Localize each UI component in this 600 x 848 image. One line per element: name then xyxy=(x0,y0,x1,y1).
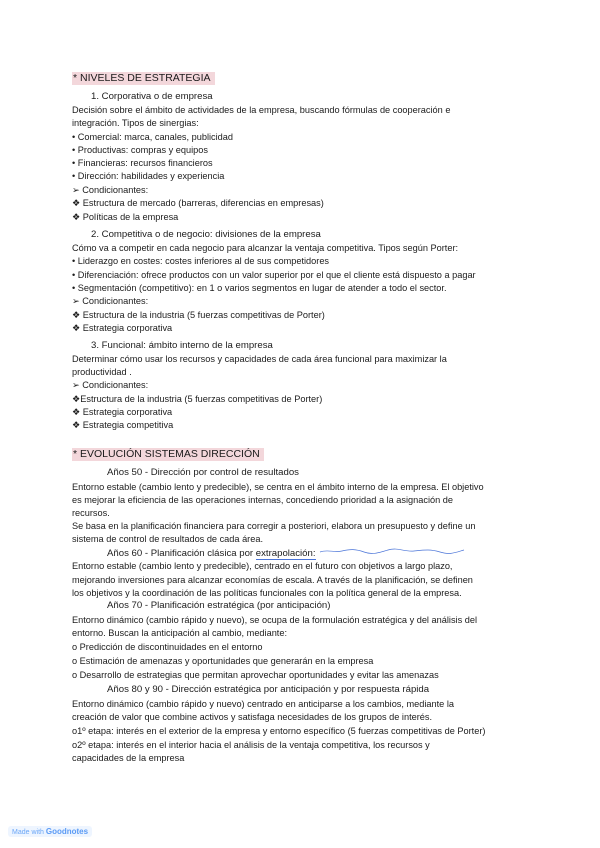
diamond-item: ❖Estructura de la industria (5 fuerzas competitivas de Porter) xyxy=(72,394,323,404)
text-line: capacidades de la empresa xyxy=(72,753,185,763)
badge-prefix: Made with xyxy=(12,829,44,836)
era-heading-70: Años 70 - Planificación estratégica (por anticipación) xyxy=(107,600,331,611)
text-line: Entorno dinámico (cambio rápido y nuevo), se ocupa de la formulación estratégica y del análisis del xyxy=(72,615,477,625)
text-line: productividad . xyxy=(72,367,132,377)
extrapolacion-term: extrapolación: xyxy=(255,548,316,559)
text-line: Entorno dinámico (cambio rápido y nuevo) centrado en anticiparse a los cambios, mediante la xyxy=(72,699,454,709)
text-line: es mejorar la eficiencia de las operaciones internas, concediendo prioridad a la asignación de xyxy=(72,495,454,505)
arrow-item: ➢ Condicionantes: xyxy=(72,296,149,306)
era-heading-50: Años 50 - Dirección por control de resultados xyxy=(107,467,299,478)
item-funcional: 3. Funcional: ámbito interno de la empresa xyxy=(91,340,273,351)
text-line: sistema de control de resultados de cada área. xyxy=(72,534,264,544)
bullet-item: • Segmentación (competitivo): en 1 o varios segmentos en lugar de atender a todo el sector. xyxy=(72,283,447,293)
text-line: Decisión sobre el ámbito de actividades de la empresa, buscando fórmulas de cooperación e xyxy=(72,105,451,115)
text-line: entorno. Buscan la anticipación al cambio, mediante: xyxy=(72,628,288,638)
text-line: Entorno estable (cambio lento y predecible), se centra en el ámbito interno de la empresa. El objetivo xyxy=(72,482,484,492)
item-corporativa: 1. Corporativa o de empresa xyxy=(91,91,213,102)
circle-item: o Predicción de discontinuidades en el entorno xyxy=(72,642,263,652)
diamond-item: ❖ Estructura de mercado (barreras, diferencias en empresas) xyxy=(72,198,324,208)
arrow-item: ➢ Condicionantes: xyxy=(72,380,149,390)
circle-item: o Estimación de amenazas y oportunidades que generarán en la empresa xyxy=(72,656,374,666)
text-line: integración. Tipos de sinergias: xyxy=(72,118,199,128)
circle-item: o1º etapa: interés en el exterior de la empresa y entorno específico (5 fuerzas competitivas de Porter) xyxy=(72,726,486,736)
bullet-item: • Productivas: compras y equipos xyxy=(72,145,208,155)
text-line: recursos. xyxy=(72,508,110,518)
diamond-item: ❖ Estrategia competitiva xyxy=(72,420,174,430)
goodnotes-badge xyxy=(8,826,92,837)
section-heading-evolucion: * EVOLUCIÓN SISTEMAS DIRECCIÓN xyxy=(72,448,264,461)
bullet-item: • Diferenciación: ofrece productos con un valor superior por el que el cliente está dispuesto a pagar xyxy=(72,270,476,280)
text-line: mejorando inversiones para alcanzar economías de escala. A través de la planificación, se definen xyxy=(72,575,473,585)
handwritten-annotation xyxy=(318,547,468,555)
section-heading-niveles: * NIVELES DE ESTRATEGIA xyxy=(72,72,215,85)
bullet-item: • Financieras: recursos financieros xyxy=(72,158,213,168)
diamond-item: ❖ Estructura de la industria (5 fuerzas competitivas de Porter) xyxy=(72,310,325,320)
bullet-item: • Liderazgo en costes: costes inferiores al de sus competidores xyxy=(72,256,330,266)
item-competitiva: 2. Competitiva o de negocio: divisiones de la empresa xyxy=(91,229,321,240)
diamond-item: ❖ Estrategia corporativa xyxy=(72,407,173,417)
text-line: los objetivos y la coordinación de las políticas funcionales con la política general de la empresa. xyxy=(72,588,462,598)
text-line: Cómo va a competir en cada negocio para alcanzar la ventaja competitiva. Tipos según Porter: xyxy=(72,243,459,253)
diamond-item: ❖ Políticas de la empresa xyxy=(72,212,179,222)
arrow-item: ➢ Condicionantes: xyxy=(72,185,149,195)
circle-item: o2º etapa: interés en el interior hacia el análisis de la ventaja competitiva, los recursos y xyxy=(72,740,430,750)
diamond-item: ❖ Estrategia corporativa xyxy=(72,323,173,333)
era-heading-60-text: Años 60 - Planificación clásica por xyxy=(107,548,256,559)
badge-brand: Goodnotes xyxy=(45,827,89,836)
text-line: Entorno estable (cambio lento y predecible), centrado en el futuro con objetivos a largo plazo, xyxy=(72,561,453,571)
circle-item: o Desarrollo de estrategias que permitan aprovechar oportunidades y evitar las amenazas xyxy=(72,670,439,680)
bullet-item: • Dirección: habilidades y experiencia xyxy=(72,171,225,181)
era-heading-60 xyxy=(107,547,468,560)
era-heading-80-90: Años 80 y 90 - Dirección estratégica por anticipación y por respuesta rápida xyxy=(107,684,430,695)
text-line: creación de valor que combine activos y satisfaga necesidades de los grupos de interés. xyxy=(72,712,433,722)
text-line: Se basa en la planificación financiera para corregir a posteriori, elabora un presupuesto y define un xyxy=(72,521,476,531)
bullet-item: • Comercial: marca, canales, publicidad xyxy=(72,132,234,142)
text-line: Determinar cómo usar los recursos y capacidades de cada área funcional para maximizar la xyxy=(72,354,447,364)
